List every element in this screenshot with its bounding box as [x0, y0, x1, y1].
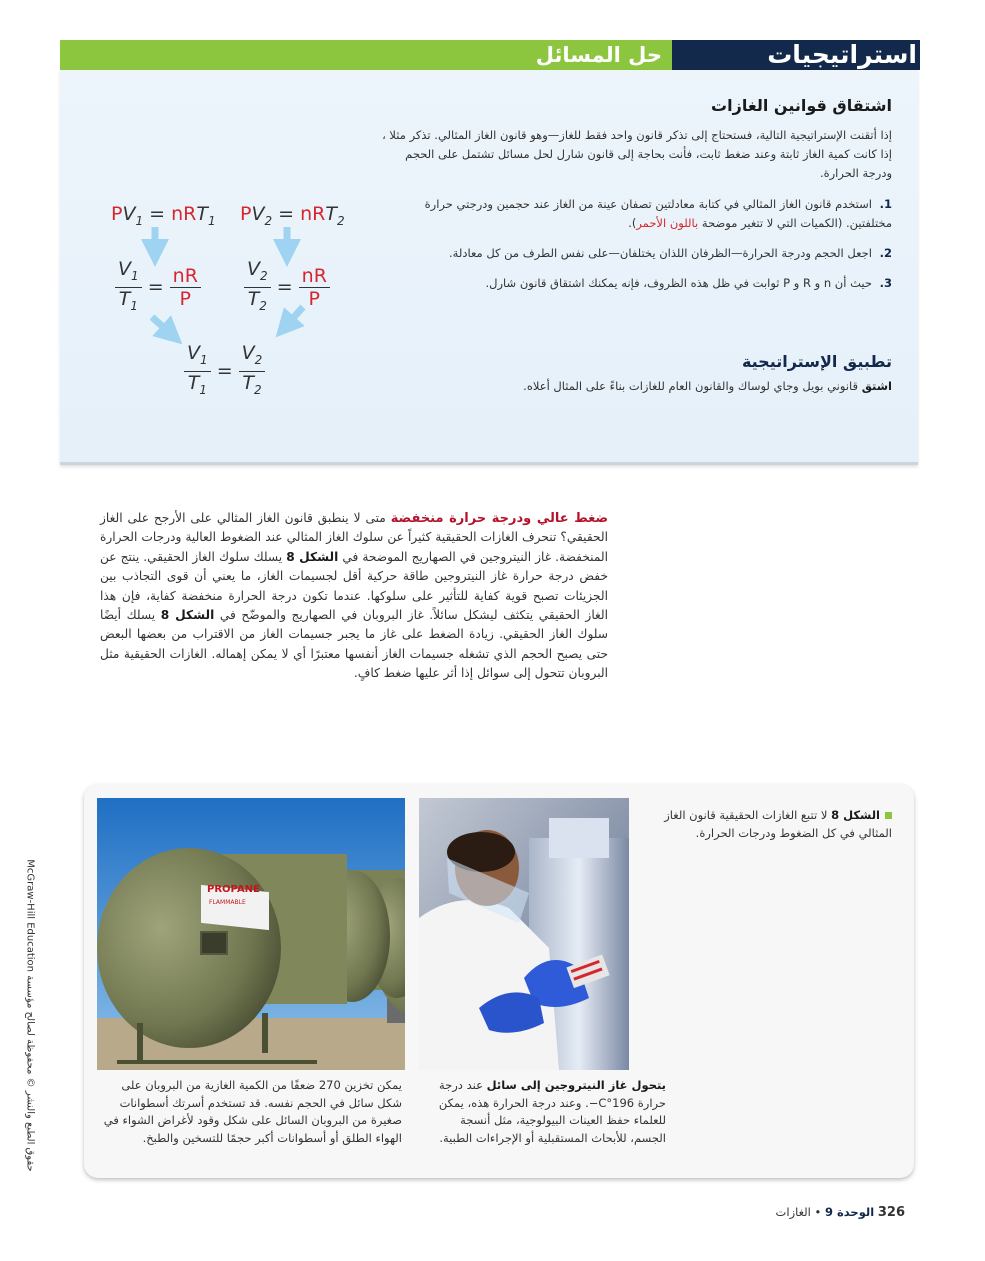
propane-caption: يمكن تخزين 270 ضعفًا من الكمية الغازية من البروبان على شكل سائل في الحجم نفسه. قد تستخدم أسرتك أسطوانات صغيرة من البروبان السائل على شكل وقود لأغراض الشواء في الهواء الطلق أو أسطوانات أكبر حجمًا للتسخين والطبخ. [103, 1078, 402, 1145]
figure-reference-1: الشكل 8 [286, 549, 339, 564]
propane-tanks-photo [97, 798, 405, 1070]
nitrogen-caption-bold: يتحول غاز النيتروجين إلى سائل [486, 1078, 666, 1092]
liquid-nitrogen-photo [419, 798, 629, 1070]
step-1-end: ). [628, 216, 637, 230]
paragraph-heading: ضغط عالي ودرجة حرارة منخفضة [390, 511, 609, 526]
nitrogen-caption [423, 1077, 666, 1147]
figure-caption-text: لا تتبع الغازات الحقيقية قانون الغاز المثالي في كل الضغوط ودرجات الحرارة. [664, 808, 892, 840]
step-3 [382, 274, 892, 293]
step-3-number: 3. [879, 276, 892, 290]
equation-charles-law: $\frac{V_1}{T_1}$ = $\frac{V_2}{T_2}$ [184, 342, 265, 401]
svg-text:PROPANE: PROPANE [207, 884, 260, 895]
figure-bullet-icon [885, 812, 892, 819]
equation-state-1: $PV_1 = nRT_1$ [111, 203, 216, 228]
figure-caption [662, 806, 892, 842]
apply-heading: تطبيق الإستراتيجية [741, 352, 892, 371]
svg-text:FLAMMABLE: FLAMMABLE [209, 899, 246, 906]
apply-text-block [392, 377, 892, 395]
footer-bullet: • [814, 1205, 822, 1219]
propane-sign [201, 884, 269, 930]
header-subtitle: حل المسائل [535, 43, 662, 67]
step-1-red-text: باللون الأحمر [636, 216, 699, 230]
apply-verb: اشتق [861, 379, 892, 393]
body-paragraph [100, 509, 608, 684]
step-1-text: استخدم قانون الغاز المثالي في كتابة معادلتين تصفان عينة من الغاز عند حجمين ودرجتي حرارة مختلفتين. (الكميات التي لا تتغير موضحة [424, 197, 892, 230]
figure-label: الشكل 8 [831, 808, 880, 822]
paragraph-text-1: متى لا ينطبق قانون الغاز المثالي على الأرجح على الغاز الحقيقي؟ تنحرف الغازات الحقيقية كثيراً عن سلوك الغاز المثالي عند الضغوط العالية ودرجات الحرارة المنخفضة. غاز النيتروجين في الصهاريج الموضحة في [100, 511, 609, 564]
figure-reference-2: الشكل 8 [160, 608, 215, 623]
copyright-sidebar: McGraw-Hill Education حقوق الطبع والنشر © محفوظة لصالح مؤسسة [24, 859, 36, 1172]
paragraph-text-2: يسلك سلوك الغاز الحقيقي. ينتج عن خفض درجة حرارة غاز النيتروجين طاقة حركية أقل لجسيمات الغاز، ما يعني أن قوى التجاذب بين الجزيئات تصبح قوية كفاية للتأثير على سلوكها. عندما تكون درجة الحرارة منخفضة كفاية، فإن هذا الغاز الحقيقي يتكثف ليشكل سائلاً. غاز البروبان في الصهاريج والموضّح في [100, 549, 609, 623]
step-3-text: حيث أن n و R و P ثوابت في ظل هذه الظروف، فإنه يمكنك اشتقاق قانون شارل. [485, 276, 872, 290]
equation-state-2: $PV_2 = nRT_2$ [240, 203, 345, 228]
equation-ratio-1: $\frac{V_1}{T_1}$ = $\frac{nR}{P}$ [115, 258, 201, 317]
page-footer [776, 1205, 913, 1220]
step-2-text: اجعل الحجم ودرجة الحرارة—الظرفان اللذان يختلفان—على نفس الطرف من كل معادلة. [449, 246, 872, 260]
strategy-heading: اشتقاق قوانين الغازات [711, 96, 892, 115]
footer-unit: الوحدة 9 [824, 1205, 875, 1219]
equation-ratio-2: $\frac{V_2}{T_2}$ = $\frac{nR}{P}$ [244, 258, 330, 317]
apply-text: قانوني بويل وجاي لوساك والقانون العام للغازات بناءً على المثال أعلاه. [523, 379, 859, 393]
strategy-intro: إذا أتقنت الإستراتيجية التالية، فستحتاج إلى تذكر قانون واحد فقط للغاز—وهو قانون الغاز المثالي. تذكر مثلا ، إذا كانت كمية الغاز ثابتة وعند ضغط ثابت، فأنت بحاجة إلى قانون شارل لحل مسائل تشتمل على الحجم ودرجة الحرارة. [382, 128, 892, 180]
footer-topic: الغازات [775, 1205, 811, 1219]
step-2-number: 2. [879, 246, 892, 260]
page-number: 326 [877, 1205, 905, 1220]
step-1 [382, 195, 892, 233]
arrow-diag-left-icon [152, 317, 172, 335]
strategy-steps [382, 195, 892, 304]
paragraph-text-3: يسلك أيضًا سلوك الغاز الحقيقي. زيادة الضغط على غاز ما يجبر جسيمات الغاز من الاقتراب من بعضها البعض حتى يصبح الحجم الذي تشغله جسيمات الغاز أنفسها معتبرًا أي لا يمكن إهماله. الغازات الحقيقية مثل البروبان تتحول إلى سوائل إذا أثر عليها ضغط كافٍ. [100, 608, 608, 681]
nitrogen-caption-text: عند درجة حرارة 196°C−. وعند درجة الحرارة هذه، يمكن للعلماء حفظ العينات البيولوجية، مثل أنسجة الجسم، للأبحاث المستقبلية أو الإجراءات الطبية. [438, 1078, 666, 1145]
header-title: استراتيجيات [767, 40, 917, 69]
step-1-number: 1. [879, 197, 892, 211]
step-2 [382, 244, 892, 263]
